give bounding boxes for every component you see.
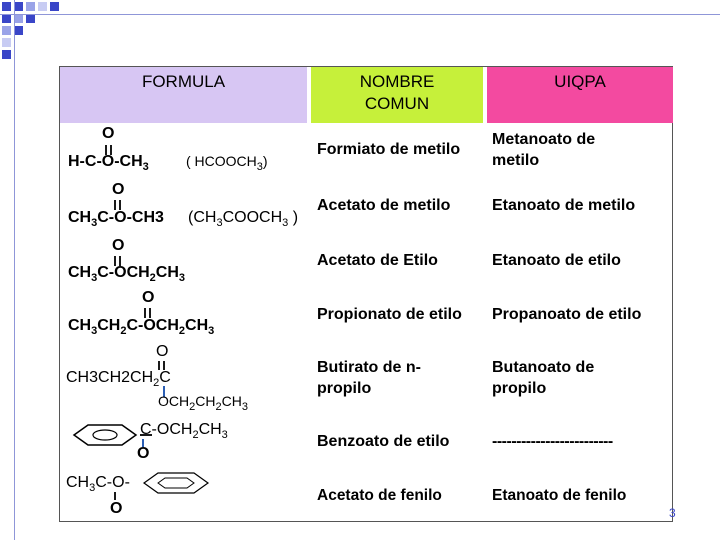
row3-formula: $CH_3C-OCH_2CH_3$ xyxy=(68,264,186,285)
row7-iupac-name: Etanoato de fenilo xyxy=(492,487,627,504)
top-rule xyxy=(0,14,720,15)
row5-oxygen: O xyxy=(156,343,169,360)
row7-common-name: Acetato de fenilo xyxy=(317,487,442,504)
header-formula: FORMULA xyxy=(60,67,307,123)
row7-benzene-ring-icon xyxy=(140,471,212,495)
row4-common-name: Propionato de etilo xyxy=(317,306,462,323)
row2-condensed-formula: ($CH_3COOCH_3$ ) xyxy=(188,209,299,230)
row3-oxygen: O xyxy=(112,237,125,254)
row6-formula: $C-OCH_2CH_3$ xyxy=(140,421,228,442)
row1-iupac-name: Metanoato de metilo xyxy=(492,131,596,169)
row5-iupac-name: Butanoato de propilo xyxy=(492,359,595,397)
row1-formula: $H-C-O-CH_3$ xyxy=(68,153,149,174)
row2-iupac-name: Etanoato de metilo xyxy=(492,197,636,214)
ester-table xyxy=(59,66,673,522)
header-common-name: NOMBRE COMUN xyxy=(311,67,483,123)
row3-iupac-name: Etanoato de etilo xyxy=(492,252,621,269)
row1-condensed-formula: ( $HCOOCH_3$) xyxy=(186,153,268,173)
row1-common-name: Formiato de metilo xyxy=(317,141,461,158)
header-iupac: UIQPA xyxy=(487,67,673,123)
row7-formula: $CH_3C-O-$ xyxy=(66,474,130,495)
row2-oxygen: O xyxy=(112,181,125,198)
row3-common-name: Acetato de Etilo xyxy=(317,252,438,269)
row6-benzene-ring-icon xyxy=(70,423,140,447)
row5-common-name: Butirato de n-propilo xyxy=(317,359,421,397)
row6-oxygen: O xyxy=(137,445,150,462)
row1-oxygen: O xyxy=(102,125,115,142)
row5-formula-tail: $OCH_2CH_2CH_3$ xyxy=(158,393,248,413)
row2-common-name: Acetato de metilo xyxy=(317,197,451,214)
row4-oxygen: O xyxy=(142,289,155,306)
page-number: 3 xyxy=(669,506,676,520)
row5-formula: $CH3CH2CH_2C$ xyxy=(66,369,171,390)
row7-oxygen: O xyxy=(110,500,123,517)
left-rule xyxy=(14,0,15,540)
corner-decoration xyxy=(0,0,60,60)
row6-common-name: Benzoato de etilo xyxy=(317,433,450,450)
row4-formula: $CH_3CH_2C-OCH_2CH_3$ xyxy=(68,317,215,338)
row6-iupac-name: ------------------------- xyxy=(492,433,613,450)
row7-double-bond xyxy=(114,492,116,500)
row4-iupac-name: Propanoato de etilo xyxy=(492,306,642,323)
row2-formula: $CH_3C-O-CH3$ xyxy=(68,209,164,230)
